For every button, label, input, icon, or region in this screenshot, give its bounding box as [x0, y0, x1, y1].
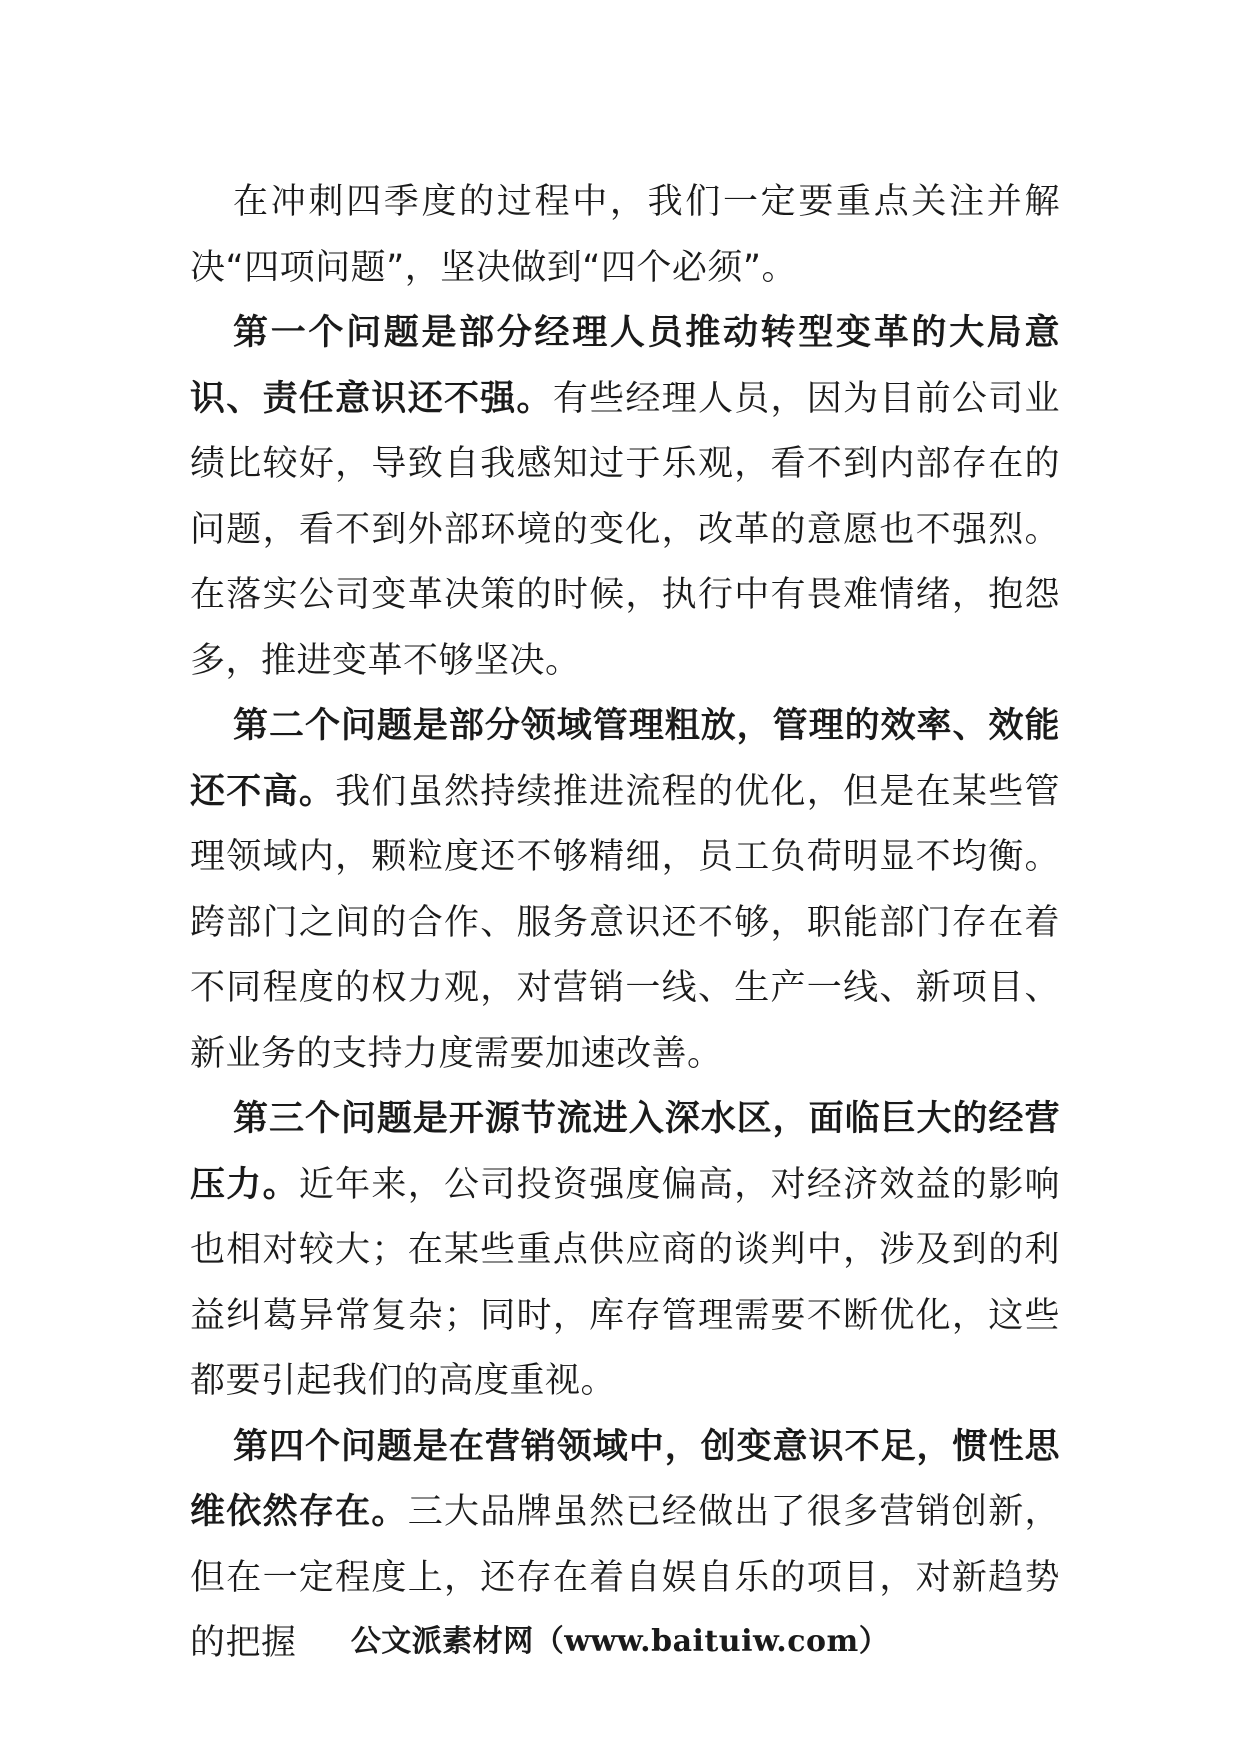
paragraph-lead: 第三个问题是开源节流进入深水区，面临巨大的经营压力。	[190, 1099, 1060, 1205]
paragraph-problem-1	[190, 301, 1060, 694]
paragraph-lead: 第二个问题是部分领域管理粗放，管理的效率、效能还不高。	[190, 706, 1060, 812]
paragraph-problem-2	[190, 694, 1060, 1087]
paragraph-text: 有些经理人员，因为目前公司业绩比较好，导致自我感知过于乐观，看不到内部存在的问题，看不到外部环境的变化，改革的意愿也不强烈。在落实公司变革决策的时候，执行中有畏难情绪，抱怨多，推进变革不够坚决。	[190, 378, 1060, 681]
footer-source: 公文派素材网（www.baituiw.com）	[350, 1624, 890, 1659]
paragraph-text: 三大品牌虽然已经做出了很多营销创新，但在一定程度上，还存在着自娱自乐的项目，对新趋势的把握	[190, 1492, 1060, 1663]
paragraph-intro	[190, 170, 1060, 301]
paragraph-lead: 第一个问题是部分经理人员推动转型变革的大局意识、责任意识还不强。	[190, 313, 1060, 419]
paragraph-problem-3	[190, 1087, 1060, 1415]
paragraph-text: 在冲刺四季度的过程中，我们一定要重点关注并解决“四项问题”，坚决做到“四个必须”。	[190, 182, 1060, 288]
paragraph-text: 近年来，公司投资强度偏高，对经济效益的影响也相对较大；在某些重点供应商的谈判中，涉及到的利益纠葛异常复杂；同时，库存管理需要不断优化，这些都要引起我们的高度重视。	[190, 1164, 1060, 1401]
document-body	[190, 170, 1060, 1677]
paragraph-lead: 第四个问题是在营销领域中，创变意识不足，惯性思维依然存在。	[190, 1426, 1060, 1532]
paragraph-text: 我们虽然持续推进流程的优化，但是在某些管理领域内，颗粒度还不够精细，员工负荷明显不均衡。跨部门之间的合作、服务意识还不够，职能部门存在着不同程度的权力观，对营销一线、生产一线、新项目、新业务的支持力度需要加速改善。	[190, 771, 1060, 1074]
